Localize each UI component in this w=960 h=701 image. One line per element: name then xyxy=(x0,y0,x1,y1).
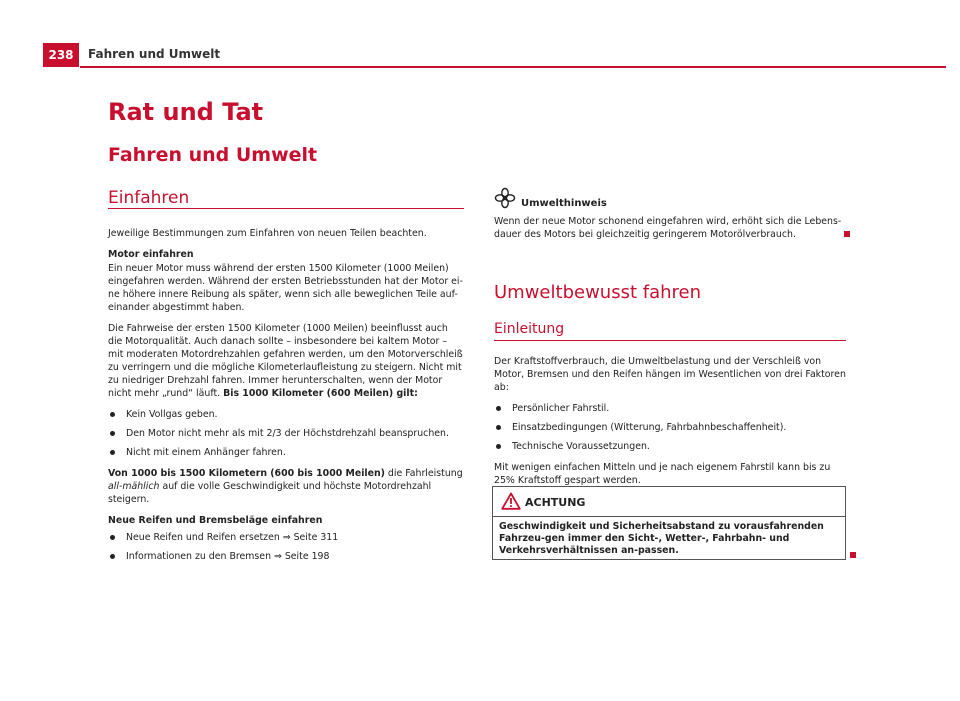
leistung-bold: Von 1000 bis 1500 Kilometern (600 bis 1000 Meilen) xyxy=(108,468,385,479)
list-item: Informationen zu den Bremsen ⇒ Seite 198 xyxy=(108,550,464,563)
faktoren-bullets xyxy=(494,402,850,453)
list-item: Persönlicher Fahrstil. xyxy=(494,402,850,415)
list-item: Technische Voraussetzungen. xyxy=(494,440,850,453)
leistung-italic: all-mählich xyxy=(108,481,160,492)
leistung-paragraph xyxy=(108,467,464,506)
warning-box xyxy=(492,486,846,560)
chapter-title: Rat und Tat xyxy=(108,98,264,126)
motor-paragraph-2-text: Die Fahrweise der ersten 1500 Kilometer (1000 Meilen) beeinflusst auch die Motorqualität. Auch danach sollte – insbesondere bei kaltem Motor – mit moderaten Motordrehzahlen gefahren werden, um den Motorverschleiß zu verringern und die mögliche Kilometerlaufleistung zu steigern. Nicht mit zu niedriger Drehzahl fahren. Immer herunterschalten, wenn der Motor nicht mehr „rund“ läuft. xyxy=(108,323,463,399)
flower-icon xyxy=(494,187,516,209)
header-rule xyxy=(80,66,946,68)
motor-paragraph-1: Ein neuer Motor muss während der ersten 1500 Kilometer (1000 Meilen) eingefahren werden. Während der ersten Betriebsstunden hat der Motor ei-ne höhere innere Reibung als später, wenn sich alle beweglichen Teile auf-einander abgestimmt haben. xyxy=(108,263,463,313)
motor-einfahren-title: Motor einfahren xyxy=(108,249,194,260)
einleitung-rule xyxy=(494,340,846,341)
left-column xyxy=(108,227,464,571)
end-marker xyxy=(844,231,850,237)
warning-title: ACHTUNG xyxy=(525,496,586,509)
list-item: Einsatzbedingungen (Witterung, Fahrbahnbeschaffenheit). xyxy=(494,421,850,434)
einfahren-rule xyxy=(108,208,464,209)
right-column xyxy=(494,355,850,495)
list-item: Den Motor nicht mehr als mit 2/3 der Höchstdrehzahl beanspruchen. xyxy=(108,427,464,440)
umwelthinweis-title: Umwelthinweis xyxy=(521,198,607,209)
motor-paragraph-2-bold: Bis 1000 Kilometer (600 Meilen) gilt: xyxy=(223,388,418,399)
warning-text: Geschwindigkeit und Sicherheitsabstand zu vorausfahrenden Fahrzeu-gen immer den Sicht-, Wetter-, Fahrbahn- und Verkehrsverhältnissen an-passen. xyxy=(499,521,824,556)
einleitung-intro: Der Kraftstoffverbrauch, die Umweltbelastung und der Verschleiß von Motor, Bremsen und den Reifen hängen im Wesentlichen von drei Faktoren ab: xyxy=(494,356,846,393)
einleitung-outro: Mit wenigen einfachen Mitteln und je nach eigenem Fahrstil kann bis zu 25% Kraftstoff gespart werden. xyxy=(494,462,831,486)
leistung-text-1: die Fahrleistung xyxy=(384,468,463,479)
einfahren-intro: Jeweilige Bestimmungen zum Einfahren von neuen Teilen beachten. xyxy=(108,228,427,239)
motor-paragraph-2 xyxy=(108,322,464,400)
reifen-title: Neue Reifen und Bremsbeläge einfahren xyxy=(108,515,323,526)
list-item: Kein Vollgas geben. xyxy=(108,408,464,421)
list-item: Neue Reifen und Reifen ersetzen ⇒ Seite 311 xyxy=(108,531,464,544)
umweltbewusst-heading: Umweltbewusst fahren xyxy=(494,282,701,303)
running-header: Fahren und Umwelt xyxy=(88,47,221,61)
list-item: Nicht mit einem Anhänger fahren. xyxy=(108,446,464,459)
reifen-bullets xyxy=(108,531,464,563)
leistung-text-2: auf die volle Geschwindigkeit und höchste Motordrehzahl steigern. xyxy=(108,481,432,505)
einfahren-heading: Einfahren xyxy=(108,188,190,208)
page-number: 238 xyxy=(43,43,79,67)
warning-header xyxy=(493,487,845,517)
umwelthinweis-text: Wenn der neue Motor schonend eingefahren wird, erhöht sich die Lebens-dauer des Motors bei gleichzeitig geringerem Motorölverbrauch. xyxy=(494,216,842,240)
einfahren-bullets xyxy=(108,408,464,459)
end-marker xyxy=(850,552,856,558)
einleitung-heading: Einleitung xyxy=(494,321,565,337)
warning-triangle-icon xyxy=(501,492,521,510)
section-title: Fahren und Umwelt xyxy=(108,144,318,166)
